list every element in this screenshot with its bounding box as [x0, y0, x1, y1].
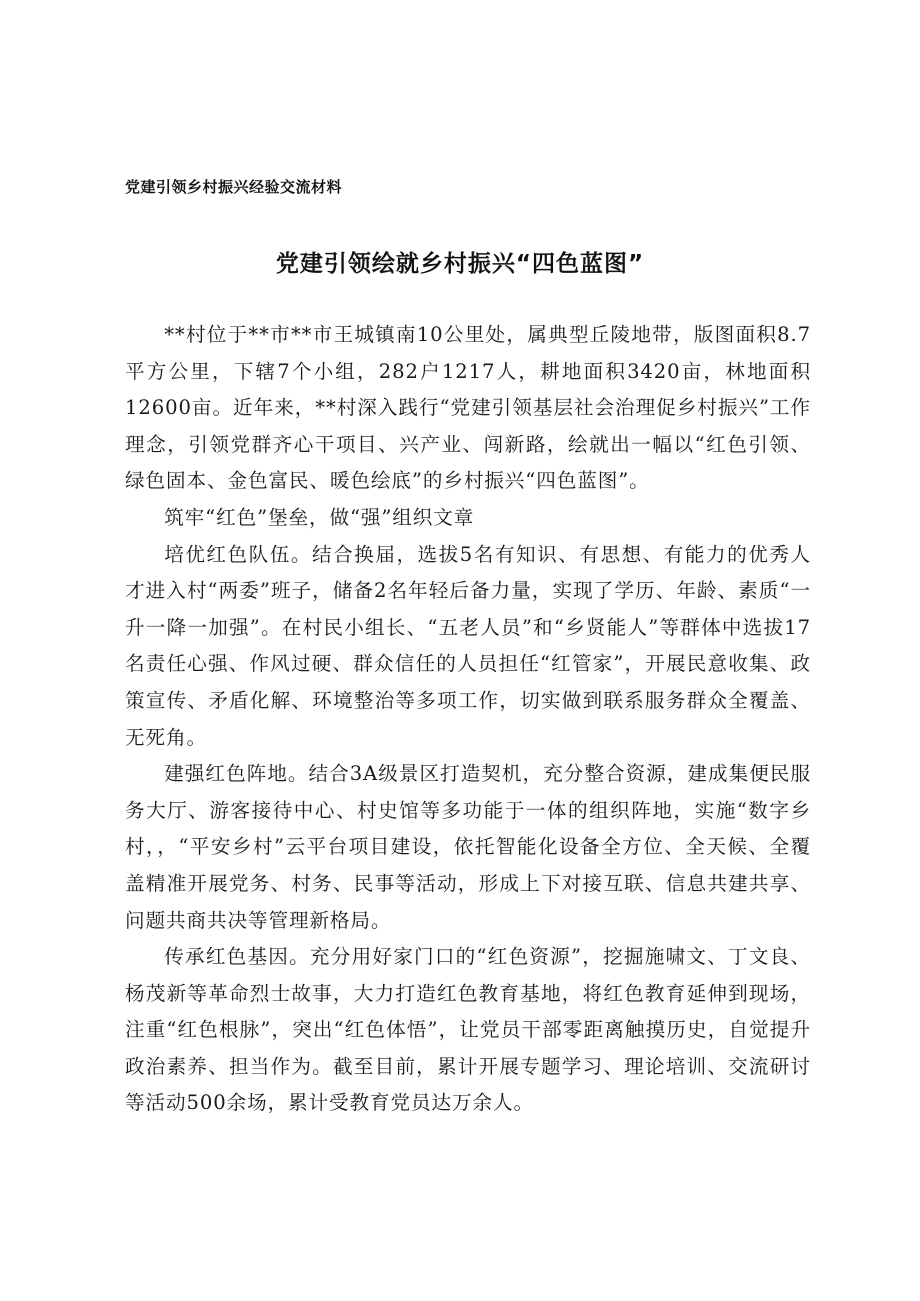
section-heading: 筑牢“红色”堡垒，做“强”组织文章: [164, 505, 475, 529]
document-header-label: 党建引领乡村振兴经验交流材料: [125, 178, 343, 196]
document-body: [125, 317, 811, 1122]
intro-paragraph: **村位于**市**市王城镇南10公里处，属典型丘陵地带，版图面积8.7平方公里，下辖7个小组，282户1217人，耕地面积3420亩，林地面积12600亩。近年来，**村深入践行“党建引领基层社会治理促乡村振兴”工作理念，引领党群齐心干项目、兴产业、闯新路，绘就出一幅以“红色引领、绿色固本、金色富民、暖色绘底”的乡村振兴“四色蓝图”。: [125, 323, 811, 493]
document-title: 党建引领绘就乡村振兴“四色蓝图”: [275, 251, 645, 277]
body-paragraph: 建强红色阵地。结合3A级景区打造契机，充分整合资源，建成集便民服务大厅、游客接待中心、村史馆等多功能于一体的组织阵地，实施“数字乡村，，“平安乡村”云平台项目建设，依托智能化设备全方位、全天候、全覆盖精准开展党务、村务、民事等活动，形成上下对接互联、信息共建共享、问题共商共决等管理新格局。: [125, 762, 811, 932]
body-paragraph: 培优红色队伍。结合换届，选拔5名有知识、有思想、有能力的优秀人才进入村“两委”班子，储备2名年轻后备力量，实现了学历、年龄、素质“一升一降一加强”。在村民小组长、“五老人员”和“乡贤能人”等群体中选拔17名责任心强、作风过硬、群众信任的人员担任“红管家”，开展民意收集、政策宣传、矛盾化解、环境整治等多项工作，切实做到联系服务群众全覆盖、无死角。: [125, 542, 811, 749]
body-paragraph: 传承红色基因。充分用好家门口的“红色资源”，挖掘施啸文、丁文良、杨茂新等革命烈士故事，大力打造红色教育基地，将红色教育延伸到现场，注重“红色根脉”，突出“红色体悟”，让党员干部零距离触摸历史，自觉提升政治素养、担当作为。截至目前，累计开展专题学习、理论培训、交流研讨等活动500余场，累计受教育党员达万余人。: [125, 945, 811, 1115]
